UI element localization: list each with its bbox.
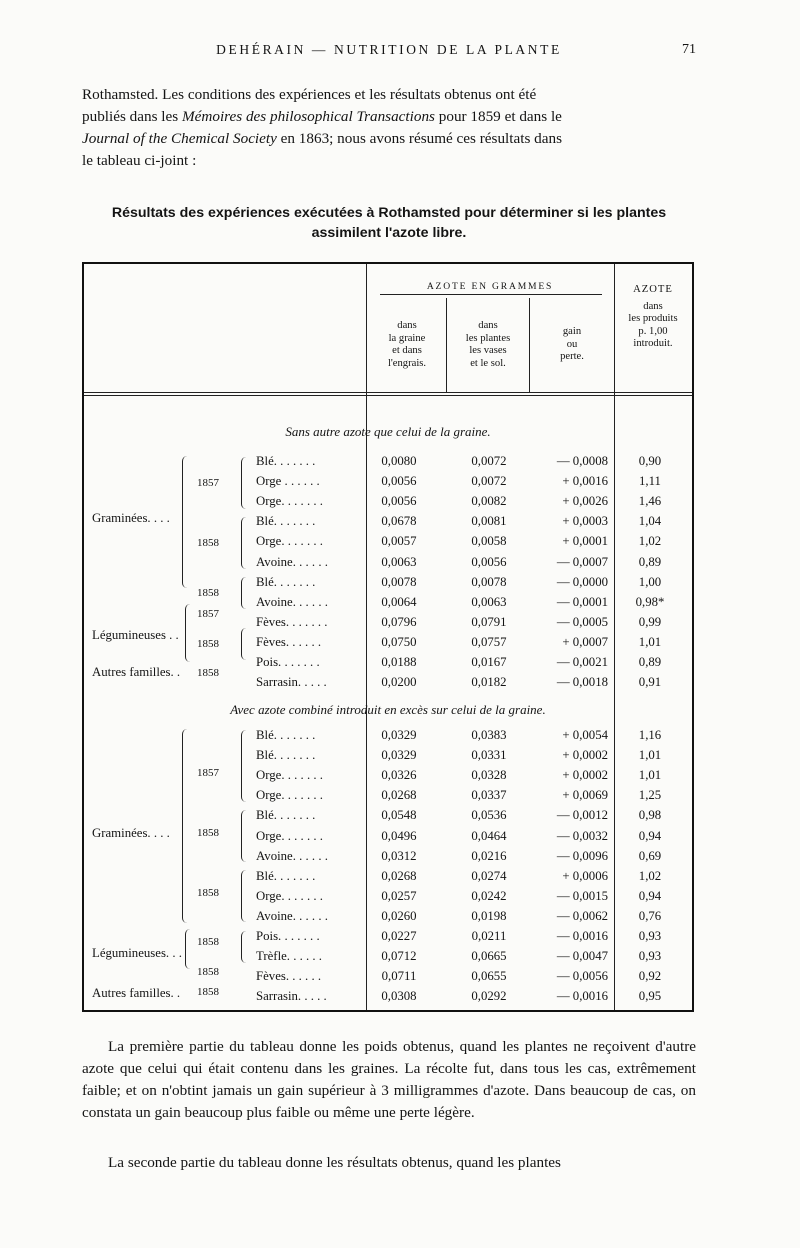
gain-cell: — 0,0032 xyxy=(556,828,608,843)
year-label: 1858 xyxy=(197,587,219,599)
intro-line: Rothamsted. Les conditions des expériences et les résultats obtenus ont été xyxy=(82,86,537,103)
plant-cell: Orge. . . . . . . xyxy=(256,534,323,549)
table-row xyxy=(84,867,692,887)
year-label: 1857 xyxy=(197,477,219,489)
gain-cell: + 0,0003 xyxy=(562,514,608,529)
col-header-graine: dans la graine et dans l'engrais. xyxy=(387,320,427,369)
graine-cell: 0,0329 xyxy=(381,748,417,763)
graine-cell: 0,0711 xyxy=(381,969,417,984)
gain-cell: — 0,0018 xyxy=(556,675,608,690)
gain-cell: — 0,0021 xyxy=(556,655,608,669)
plant-cell: Blé. . . . . . . xyxy=(256,574,316,589)
year-label: 1858 xyxy=(197,966,219,978)
produits-cell: 1,00 xyxy=(638,574,662,589)
graine-cell: 0,0188 xyxy=(381,655,417,669)
table-row xyxy=(84,766,692,786)
brace xyxy=(185,604,191,662)
table-row xyxy=(84,847,692,867)
graine-cell: 0,0056 xyxy=(381,474,417,489)
year-label: 1858 xyxy=(197,986,219,998)
brace xyxy=(241,730,247,802)
intro-line: publiés dans les Mémoires des philosophical Transactions pour 1859 et dans le xyxy=(82,108,562,125)
brace xyxy=(241,810,247,862)
plantes-cell: 0,0078 xyxy=(471,574,507,589)
plantes-cell: 0,0665 xyxy=(471,949,507,964)
year-label: 1858 xyxy=(197,827,219,839)
plant-cell: Avoine. . . . . . xyxy=(256,908,328,923)
graine-cell: 0,0268 xyxy=(381,868,417,883)
header-rule xyxy=(84,392,692,393)
plant-cell: Orge. . . . . . . xyxy=(256,494,323,509)
year-label: 1858 xyxy=(197,537,219,549)
graine-cell: 0,0064 xyxy=(381,594,417,609)
plantes-cell: 0,0056 xyxy=(471,554,507,569)
plant-cell: Avoine. . . . . . xyxy=(256,554,328,569)
table-row xyxy=(84,806,692,826)
plantes-cell: 0,0198 xyxy=(471,908,507,923)
brace xyxy=(241,628,247,660)
gain-cell: — 0,0001 xyxy=(556,594,608,609)
group-bracket xyxy=(380,294,602,295)
plantes-cell: 0,0058 xyxy=(471,534,507,549)
column-rule xyxy=(446,298,447,392)
graine-cell: 0,0796 xyxy=(381,614,417,629)
graine-cell: 0,0063 xyxy=(381,554,417,569)
graine-cell: 0,0268 xyxy=(381,788,417,803)
col-header-gain: gain ou perte. xyxy=(560,326,584,362)
table-row xyxy=(84,452,692,472)
header-rule xyxy=(84,395,692,396)
produits-cell: 0,89 xyxy=(638,554,662,569)
table-row xyxy=(84,553,692,573)
plant-cell: Blé. . . . . . . xyxy=(256,748,316,763)
running-title: DEHÉRAIN — NUTRITION DE LA PLANTE xyxy=(216,42,562,57)
produits-cell: 1,01 xyxy=(638,768,662,783)
col-header-plantes: dans les plantes les vases et le sol. xyxy=(465,320,511,369)
table-row xyxy=(84,593,692,613)
plant-cell: Orge. . . . . . . xyxy=(256,888,323,903)
plant-cell: Fèves. . . . . . xyxy=(256,634,322,649)
produits-cell: 0,91 xyxy=(638,675,662,690)
family-label-autres: Autres familles. . xyxy=(92,986,181,1000)
gain-cell: + 0,0002 xyxy=(562,748,608,763)
graine-cell: 0,0496 xyxy=(381,828,417,843)
table-row xyxy=(84,492,692,512)
table-row xyxy=(84,907,692,927)
graine-cell: 0,0057 xyxy=(381,534,417,549)
plantes-cell: 0,0757 xyxy=(471,634,507,649)
plantes-cell: 0,0292 xyxy=(471,989,507,1004)
graine-cell: 0,0712 xyxy=(381,949,417,964)
gain-cell: + 0,0007 xyxy=(562,634,608,649)
produits-cell: 1,46 xyxy=(638,494,662,509)
plantes-cell: 0,0072 xyxy=(471,474,507,489)
produits-cell: 1,02 xyxy=(638,868,662,883)
conclusion-paragraph-2: La seconde partie du tableau donne les résultats obtenus, quand les plantes xyxy=(108,1154,561,1171)
graine-cell: 0,0750 xyxy=(381,634,417,649)
gain-cell: — 0,0096 xyxy=(556,848,608,863)
plant-cell: Blé. . . . . . . xyxy=(256,728,316,742)
produits-cell: 0,89 xyxy=(638,655,662,669)
section-title: Sans autre azote que celui de la graine. xyxy=(285,424,491,439)
plant-cell: Blé. . . . . . . xyxy=(256,514,316,529)
plantes-cell: 0,0383 xyxy=(471,728,507,742)
plant-cell: Avoine. . . . . . xyxy=(256,594,328,609)
brace xyxy=(241,457,247,509)
plantes-cell: 0,0274 xyxy=(471,868,507,883)
year-label: 1858 xyxy=(197,887,219,899)
produits-cell: 1,11 xyxy=(639,474,661,489)
section-title: Avec azote combiné introduit en excès sur celui de la graine. xyxy=(230,702,546,717)
produits-cell: 1,16 xyxy=(638,728,662,742)
produits-cell: 0,94 xyxy=(638,888,662,903)
plantes-cell: 0,0072 xyxy=(471,454,507,468)
brace xyxy=(182,456,188,588)
plant-cell: Pois. . . . . . . xyxy=(256,655,320,669)
table-row xyxy=(84,512,692,532)
plantes-cell: 0,0182 xyxy=(471,675,507,690)
column-rule xyxy=(529,298,530,392)
plant-cell: Blé. . . . . . . xyxy=(256,808,316,823)
produits-cell: 0,93 xyxy=(638,949,662,964)
gain-cell: — 0,0047 xyxy=(556,949,608,964)
plant-cell: Orge. . . . . . . xyxy=(256,788,323,803)
plantes-cell: 0,0242 xyxy=(471,888,507,903)
family-label-autres: Autres familles. . xyxy=(92,665,181,679)
brace xyxy=(241,870,247,922)
plant-cell: Blé. . . . . . . xyxy=(256,454,316,468)
plantes-cell: 0,0211 xyxy=(471,929,507,943)
produits-cell: 0,90 xyxy=(638,454,662,468)
plant-cell: Sarrasin. . . . . xyxy=(256,675,327,690)
graine-cell: 0,0260 xyxy=(381,908,417,923)
graine-cell: 0,0078 xyxy=(381,574,417,589)
gain-cell: — 0,0016 xyxy=(556,989,608,1004)
year-label: 1858 xyxy=(197,936,219,948)
table-row xyxy=(84,827,692,847)
group-header: AZOTE EN GRAMMES xyxy=(426,281,554,292)
plantes-cell: 0,0328 xyxy=(471,768,507,783)
graine-cell: 0,0312 xyxy=(381,848,417,863)
plantes-cell: 0,0331 xyxy=(471,748,507,763)
table-row xyxy=(84,967,692,987)
plantes-cell: 0,0337 xyxy=(471,788,507,803)
gain-cell: + 0,0016 xyxy=(562,474,608,489)
plantes-cell: 0,0464 xyxy=(471,828,507,843)
gain-cell: + 0,0006 xyxy=(562,868,608,883)
gain-cell: + 0,0001 xyxy=(562,534,608,549)
year-label: 1857 xyxy=(197,608,219,620)
gain-cell: — 0,0056 xyxy=(556,969,608,984)
graine-cell: 0,0257 xyxy=(381,888,417,903)
table-row xyxy=(84,887,692,907)
plantes-cell: 0,0063 xyxy=(471,594,507,609)
year-label: 1857 xyxy=(197,767,219,779)
gain-cell: + 0,0069 xyxy=(562,788,608,803)
plantes-cell: 0,0791 xyxy=(471,614,507,629)
running-header xyxy=(82,42,696,58)
plantes-cell: 0,0167 xyxy=(471,655,507,669)
brace xyxy=(185,929,191,969)
graine-cell: 0,0326 xyxy=(381,768,417,783)
intro-paragraph xyxy=(82,84,696,172)
plant-cell: Pois. . . . . . . xyxy=(256,929,320,943)
plant-cell: Avoine. . . . . . xyxy=(256,848,328,863)
gain-cell: — 0,0012 xyxy=(556,808,608,823)
produits-cell: 0,98 xyxy=(638,808,662,823)
brace xyxy=(241,577,247,609)
plant-cell: Blé. . . . . . . xyxy=(256,868,316,883)
graine-cell: 0,0200 xyxy=(381,675,417,690)
page-number: 71 xyxy=(682,42,696,57)
produits-cell: 0,69 xyxy=(638,848,662,863)
table-row xyxy=(84,726,692,746)
gain-cell: — 0,0005 xyxy=(556,614,608,629)
produits-cell: 0,99 xyxy=(638,614,662,629)
gain-cell: — 0,0062 xyxy=(556,908,608,923)
family-label-legumineuses: Légumineuses . . xyxy=(92,628,179,642)
table-caption: Résultats des expériences exécutées à Rothamsted pour déterminer si les plantes assimilent l'azote libre. xyxy=(111,205,667,241)
graine-cell: 0,0080 xyxy=(381,454,417,468)
produits-cell: 0,94 xyxy=(638,828,662,843)
plantes-cell: 0,0081 xyxy=(471,514,507,529)
plant-cell: Fèves. . . . . . . xyxy=(256,614,328,629)
plantes-cell: 0,0216 xyxy=(471,848,507,863)
produits-cell: 0,93 xyxy=(638,929,662,943)
plantes-cell: 0,0536 xyxy=(471,808,507,823)
graine-cell: 0,0678 xyxy=(381,514,417,529)
plant-cell: Fèves. . . . . . xyxy=(256,969,322,984)
brace xyxy=(241,931,247,963)
gain-cell: — 0,0007 xyxy=(556,554,608,569)
brace xyxy=(241,517,247,569)
table-row xyxy=(84,573,692,593)
intro-line: le tableau ci-joint : xyxy=(82,152,197,169)
family-label-legumineuses: Légumineuses. . . xyxy=(92,946,182,960)
produits-cell: 0,98* xyxy=(635,594,665,609)
table-row xyxy=(84,927,692,947)
family-label-graminees: Graminées. . . . xyxy=(92,511,170,525)
gain-cell: — 0,0000 xyxy=(556,574,608,589)
conclusion-paragraph: La première partie du tableau donne les poids obtenus, quand les plantes ne reçoivent d'autre azote que celui qui était contenu dans les graines. La récolte fut, dans tous les cas, extrêmement faible; et on n'obtint jamais un gain supérieur à 3 milligrammes d'azote. Dans beaucoup de cas, on constata un gain beaucoup plus faible ou même une perte légère. xyxy=(82,1038,696,1121)
produits-cell: 0,92 xyxy=(638,969,662,984)
results-table xyxy=(82,262,694,1012)
table-row xyxy=(84,746,692,766)
produits-cell: 1,01 xyxy=(638,634,662,649)
gain-cell: — 0,0008 xyxy=(556,454,608,468)
year-label: 1858 xyxy=(197,638,219,650)
table-row xyxy=(84,532,692,552)
gain-cell: + 0,0054 xyxy=(562,728,608,742)
plant-cell: Orge . . . . . . xyxy=(256,474,320,489)
produits-cell: 0,76 xyxy=(638,908,662,923)
graine-cell: 0,0548 xyxy=(381,808,417,823)
produits-cell: 0,95 xyxy=(638,989,662,1004)
year-label: 1858 xyxy=(197,667,219,679)
plantes-cell: 0,0082 xyxy=(471,494,507,509)
produits-cell: 1,04 xyxy=(638,514,662,529)
gain-cell: — 0,0015 xyxy=(556,888,608,903)
graine-cell: 0,0308 xyxy=(381,989,417,1004)
brace xyxy=(182,729,188,923)
gain-cell: — 0,0016 xyxy=(556,929,608,943)
intro-line: Journal of the Chemical Society en 1863; nous avons résumé ces résultats dans xyxy=(82,130,562,147)
graine-cell: 0,0329 xyxy=(381,728,417,742)
table-row xyxy=(84,472,692,492)
plant-cell: Trèfle. . . . . . xyxy=(256,949,322,964)
col-header-produits: AZOTE dans les produits p. 1,00 introduit. xyxy=(628,284,678,349)
plant-cell: Orge. . . . . . . xyxy=(256,768,323,783)
produits-cell: 1,02 xyxy=(638,534,662,549)
plantes-cell: 0,0655 xyxy=(471,969,507,984)
plant-cell: Orge. . . . . . . xyxy=(256,828,323,843)
table-row xyxy=(84,786,692,806)
plant-cell: Sarrasin. . . . . xyxy=(256,989,327,1004)
produits-cell: 1,25 xyxy=(638,788,662,803)
produits-cell: 1,01 xyxy=(638,748,662,763)
graine-cell: 0,0227 xyxy=(381,929,417,943)
gain-cell: + 0,0002 xyxy=(562,768,608,783)
gain-cell: + 0,0026 xyxy=(562,494,608,509)
family-label-graminees: Graminées. . . . xyxy=(92,826,170,840)
graine-cell: 0,0056 xyxy=(381,494,417,509)
